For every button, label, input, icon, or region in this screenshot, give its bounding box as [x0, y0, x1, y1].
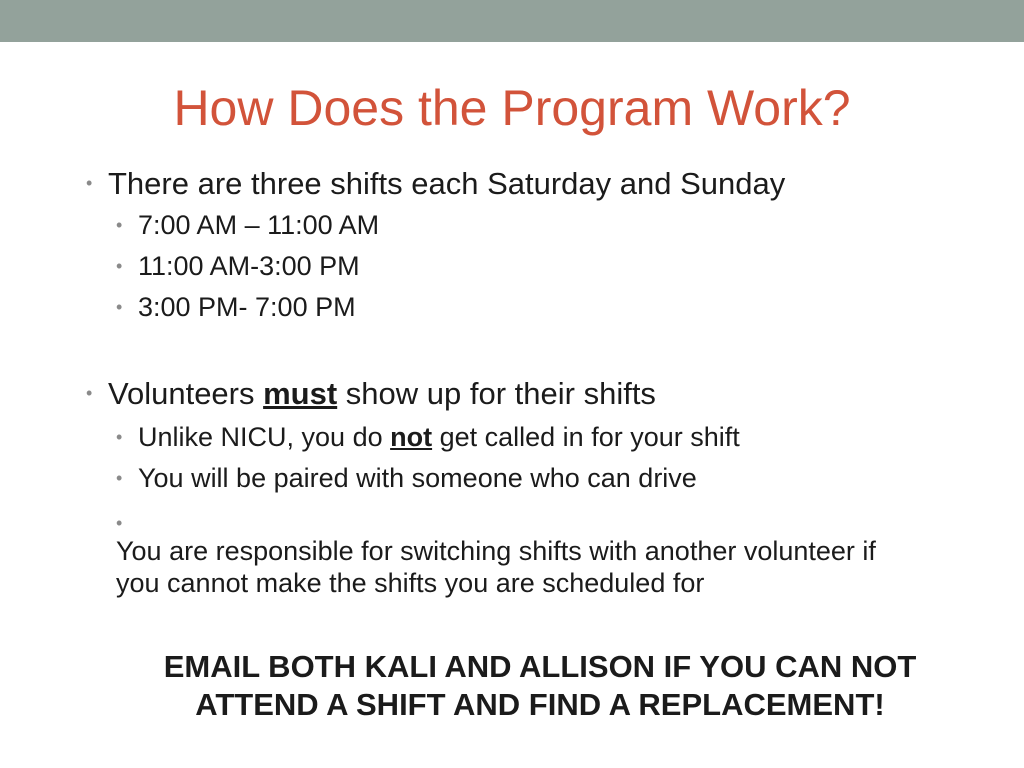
bullet-dot-icon: • — [116, 296, 123, 317]
bullet-volunteers-emphasis: must — [263, 376, 338, 411]
email-notice: EMAIL BOTH KALI AND ALLISON IF YOU CAN NOT ATTEND A SHIFT AND FIND A REPLACEMENT! — [163, 649, 917, 722]
bullet-shifts — [86, 166, 785, 204]
sub-bullet-shift-3 — [116, 291, 356, 325]
bullet-volunteers-prefix: Volunteers — [108, 376, 264, 411]
sub-bullet-nicu-emphasis: not — [390, 422, 433, 452]
bullet-volunteers — [86, 376, 656, 414]
bullet-volunteers-suffix: show up for their shifts — [337, 376, 656, 411]
sub-bullet-nicu — [116, 421, 740, 455]
sub-bullet-text: 3:00 PM- 7:00 PM — [138, 292, 356, 322]
sub-bullet-nicu-prefix: Unlike NICU, you do — [138, 422, 391, 452]
sub-bullet-text: You are responsible for switching shifts with another volunteer if you cannot make the shifts you are scheduled for — [116, 536, 876, 598]
sub-bullet-nicu-suffix: get called in for your shift — [432, 422, 740, 452]
bullet-dot-icon: • — [86, 382, 93, 403]
slide-title: How Does the Program Work? — [173, 80, 851, 136]
bullet-dot-icon: • — [86, 172, 93, 193]
bullet-dot-icon: • — [116, 513, 123, 533]
sub-bullet-text: You will be paired with someone who can drive — [138, 463, 697, 493]
sub-bullet-shift-1 — [116, 209, 379, 243]
bullet-shifts-text: There are three shifts each Saturday and Sunday — [108, 166, 786, 201]
top-decorative-band — [0, 0, 1024, 42]
sub-bullet-text: 11:00 AM-3:00 PM — [138, 251, 360, 281]
bullet-dot-icon: • — [116, 214, 123, 235]
sub-bullet-switching — [116, 503, 916, 599]
sub-bullet-text: 7:00 AM – 11:00 AM — [138, 210, 380, 240]
bullet-dot-icon: • — [116, 467, 123, 488]
sub-bullet-shift-2 — [116, 250, 360, 284]
sub-bullet-driver — [116, 462, 697, 496]
bullet-dot-icon: • — [116, 255, 123, 276]
bullet-dot-icon: • — [116, 426, 123, 447]
